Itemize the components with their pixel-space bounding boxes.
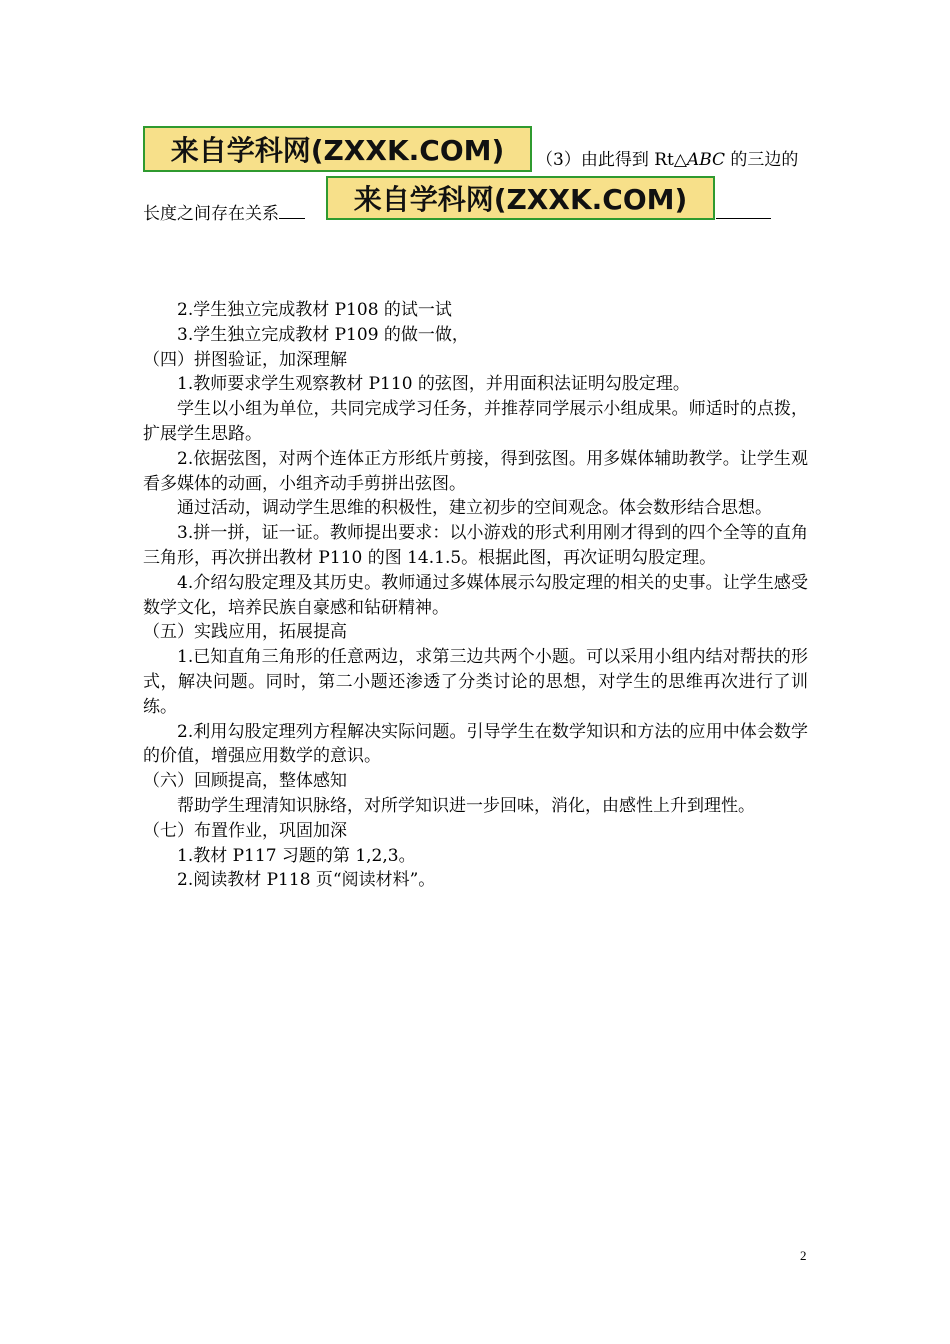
relation-line: [143, 200, 305, 226]
section-heading: （四）拼图验证，加深理解: [143, 349, 347, 370]
section-heading: （六）回顾提高，整体感知: [143, 771, 347, 792]
watermark-logo-middle: [326, 176, 715, 220]
watermark-logo-middle-text: 来自学科网(ZXXK.COM): [353, 183, 688, 216]
question-3-line: [536, 148, 798, 172]
paragraph: 1.已知直角三角形的任意两边，求第三边共两个小题。可以采用小组内结对帮扶的形式，解决问题。同时，第二小题还渗透了分类讨论的思想，对学生的思维再次进行了训练。: [143, 647, 808, 717]
answer-blank-start: [279, 200, 305, 219]
paragraph: 2.阅读教材 P118 页“阅读材料”。: [177, 870, 436, 891]
question-3-suffix: 的三边的: [725, 150, 799, 170]
paragraph: 1.教材 P117 习题的第 1,2,3。: [177, 845, 416, 866]
paragraph: 3.学生独立完成教材 P109 的做一做，: [177, 324, 469, 345]
page-number: 2: [800, 1248, 807, 1263]
answer-blank-end: [716, 200, 771, 219]
paragraph: 通过活动，调动学生思维的积极性，建立初步的空间观念。体会数形结合思想。: [177, 498, 772, 519]
watermark-logo-top-text: 来自学科网(ZXXK.COM): [170, 134, 505, 167]
question-3-prefix: （3）由此得到 Rt△: [536, 150, 687, 170]
paragraph: 学生以小组为单位，共同完成学习任务，并推荐同学展示小组成果。师适时的点拨，扩展学生思路。: [143, 399, 808, 444]
paragraph: 2.学生独立完成教材 P108 的试一试: [177, 300, 452, 320]
triangle-name: ABC: [686, 150, 726, 170]
paragraph: 2.依据弦图，对两个连体正方形纸片剪接，得到弦图。用多媒体辅助教学。让学生观看多媒体的动画，小组齐动手剪拼出弦图。: [143, 448, 808, 494]
relation-text: 长度之间存在关系: [143, 204, 279, 224]
section-heading: （五）实践应用，拓展提高: [143, 622, 347, 643]
paragraph: 1.教师要求学生观察教材 P110 的弦图，并用面积法证明勾股定理。: [177, 374, 690, 395]
watermark-logo-top: [143, 126, 532, 172]
lesson-body: [143, 298, 808, 893]
paragraph: 帮助学生理清知识脉络，对所学知识进一步回味，消化，由感性上升到理性。: [177, 795, 755, 816]
paragraph: 4.介绍勾股定理及其历史。教师通过多媒体展示勾股定理的相关的史事。让学生感受数学文化，培养民族自豪感和钻研精神。: [143, 572, 808, 618]
section-heading: （七）布置作业，巩固加深: [143, 820, 347, 841]
paragraph: 3.拼一拼，证一证。教师提出要求：以小游戏的形式利用刚才得到的四个全等的直角三角形，再次拼出教材 P110 的图 14.1.5。根据此图，再次证明勾股定理。: [143, 523, 808, 568]
paragraph: 2.利用勾股定理列方程解决实际问题。引导学生在数学知识和方法的应用中体会数学的价值，增强应用数学的意识。: [143, 721, 808, 767]
